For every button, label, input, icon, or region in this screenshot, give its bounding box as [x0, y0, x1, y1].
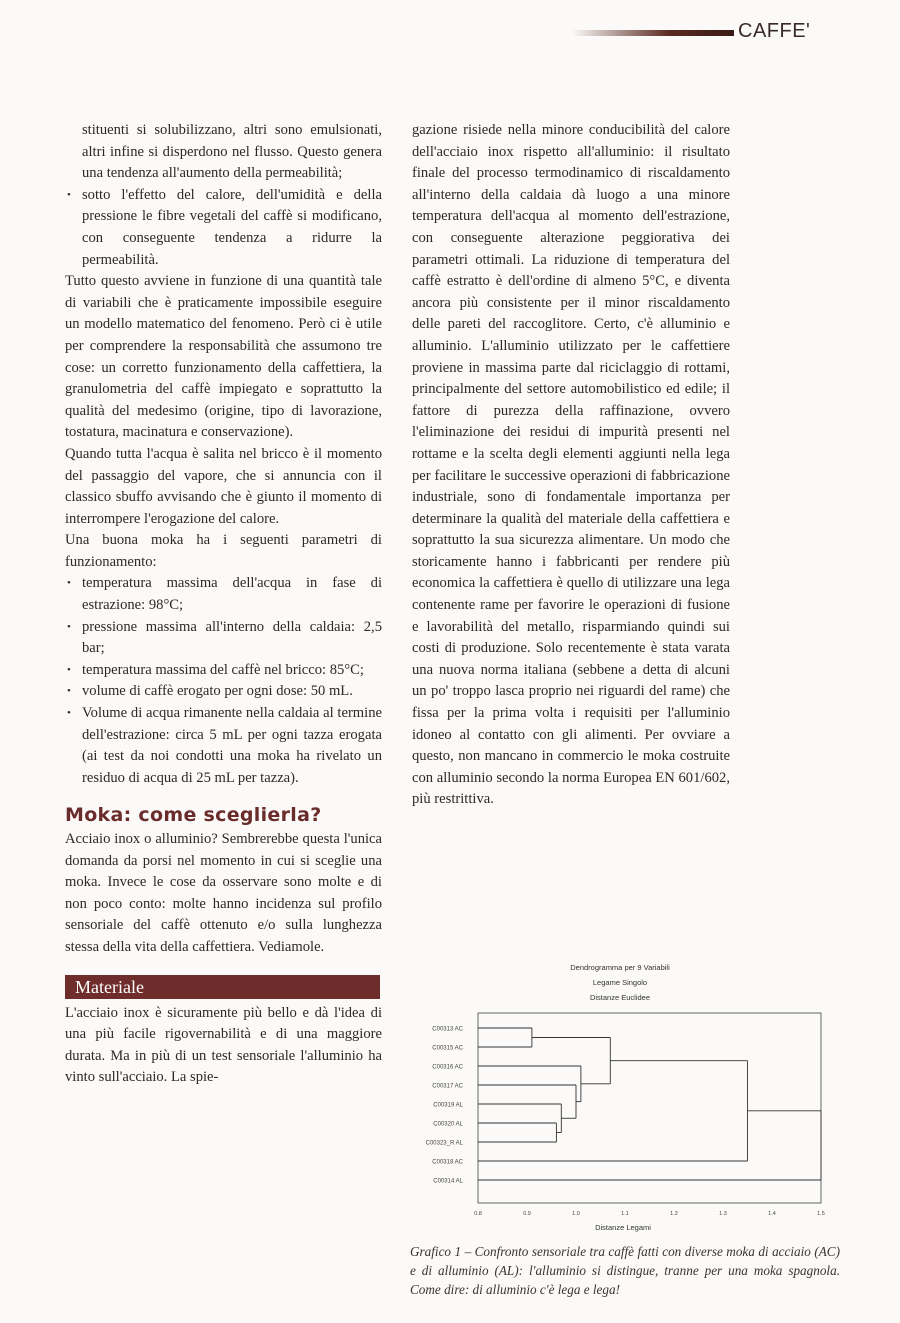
- x-tick-label: 0.9: [523, 1211, 531, 1217]
- param-coffee-temp: • temperatura massima del caffè nel bricco: 85°C;: [65, 660, 382, 682]
- x-tick-label: 1.1: [621, 1211, 629, 1217]
- param-residual-water: • Volume di acqua rimanente nella caldaia al termine dell'estrazione: circa 5 mL per ogni tazza erogata (ai test da noi condotti una moka ha rivelato un residuo di acqua di 25 mL per tazza).: [65, 703, 382, 789]
- bullet-heat: • sotto l'effetto del calore, dell'umidità e della pressione le fibre vegetali del caffè si modificano, con conseguente tendenza a ridurre la permeabilità.: [65, 185, 382, 271]
- dendrogram-svg: [405, 958, 845, 1238]
- leaf-label: C00318 AC: [432, 1159, 463, 1166]
- x-tick-label: 1.4: [768, 1211, 776, 1217]
- parameters-list: [65, 573, 382, 789]
- section-label: CAFFE': [738, 20, 811, 42]
- chart-caption: Grafico 1 – Confronto sensoriale tra caffè fatti con diverse moka di acciaio (AC) e di alluminio (AL): l'alluminio si distingue, tranne per una moka spagnola. Come dire: di alluminio c'è lega e lega!: [410, 1244, 840, 1297]
- paragraph-moka: Acciaio inox o alluminio? Sembrerebbe questa l'unica domanda da porsi nel momento in cui si sceglie una moka. Invece le cose da osservare sono molte e di non poco conto: molte hanno incidenza sul profilo sensoriale del caffè ottenuto e/o sulla lunghezza stessa della vita della caffettiera. Vediamole.: [65, 831, 382, 955]
- x-tick-label: 0.8: [474, 1211, 482, 1217]
- chart-subtitle-linkage: Legame Singolo: [592, 978, 648, 987]
- paragraph-materiale: L'acciaio inox è sicuramente più bello e dà l'idea di una più facile rigovernabilità e di una maggiore durata. Ma in più di un test sensoriale l'alluminio ha vinto sull'acciaio. La spie-: [65, 1004, 382, 1086]
- leaf-label: C00315 AC: [432, 1045, 463, 1052]
- x-tick-label: 1.5: [817, 1211, 825, 1217]
- left-column: [65, 120, 382, 1089]
- paragraph-steam: Quando tutta l'acqua è salita nel bricco è il momento del passaggio del vapore, che si annuncia con il classico sbuffo avvisando che è giunto il momento di interrompere l'erogazione del calore.: [65, 445, 382, 527]
- chart-subtitle-distance: Distanze Euclidee: [589, 993, 651, 1002]
- chart-title: Dendrogramma per 9 Variabili: [570, 963, 670, 972]
- leaf-label: C00313 AC: [432, 1026, 463, 1033]
- paragraph-conductivity: gazione risiede nella minore conducibilità del calore dell'acciaio inox rispetto all'alluminio: il risultato finale del processo termodinamico di riscaldamento all'interno della caldaia dà luogo a una minore temperatura dell'acqua al momento dell'estrazione, con conseguente alterazione peggiorativa dei parametri ottimali. La riduzione di temperatura del caffè estratto è dell'ordine di almeno 5°C, e diventa ancora più consistente per il minor riscaldamento delle pareti del raccoglitore. Certo, c'è alluminio e alluminio. L'alluminio utilizzato per le caffettiere proviene in massima parte dal riciclaggio di rottami, principalmente del settore automobilistico ed edile; il fattore di purezza della raffinazione, ovvero l'eliminazione dei residui di impurità presenti nel rottame e la scelta degli elementi aggiunti nella lega per facilitare le successive operazioni di fabbricazione industriale, sono di fondamentale importanza per determinare la qualità del materiale della caffettiera e soprattutto la sua sicurezza alimentare. Un modo che storicamente hanno i fabbricanti per rendere più economica la caffettiera è quello di utilizzare una lega contenente rame per favorire le operazioni di fusione e lavorabilità del metallo, risparmiando quindi sui costi di produzione. Solo recentemente è stata varata una nuova norma italiana (sebbene a detta di alcuni un po' troppo lasca proprio nei riguardi del rame) che fissa per la prima volta i requisiti per l'alluminio idoneo al contatto con gli alimenti. Per ovviare a questo, non mancano in commercio le moka costruite con alluminio secondo la norma Europea EN 601/602, più restrittiva.: [412, 122, 730, 808]
- heading-materiale: Materiale: [65, 975, 380, 999]
- intro-continuation: stituenti si solubilizzano, altri sono emulsionati, altri infine si disperdono nel flusso. Questo genera una tendenza all'aumento della permeabilità;: [82, 122, 382, 182]
- leaf-label: C00320 AL: [433, 1121, 463, 1128]
- leaf-label: C00317 AC: [432, 1083, 463, 1090]
- x-tick-label: 1.3: [719, 1211, 727, 1217]
- paragraph-variables: Tutto questo avviene in funzione di una quantità tale di variabili che è praticamente impossibile eseguire un modello matematico del fenomeno. Però ci è utile per comprendere la responsabilità che assumono tre cose: un corretto funzionamento della caffettiera, la granulometria del caffè impiegato e soprattutto la qualità del medesimo (origine, tipo di lavorazione, tostatura, macinatura e conservazione).: [65, 273, 382, 441]
- heat-bullet-list: [65, 185, 382, 271]
- heading-moka: Moka: come sceglierla?: [65, 804, 322, 827]
- leaf-label: C00314 AL: [433, 1178, 463, 1185]
- leaf-label: C00319 AL: [433, 1102, 463, 1109]
- leaf-labels: [426, 1027, 464, 1185]
- dendrogram-chart: [405, 958, 845, 1238]
- x-tick-label: 1.0: [572, 1211, 580, 1217]
- dendrogram-links: [478, 1028, 821, 1180]
- header-decoration-bar: [572, 30, 734, 36]
- leaf-label: C00323_R AL: [425, 1140, 463, 1147]
- x-axis-ticks: [474, 1211, 825, 1217]
- plot-frame: [478, 1013, 821, 1203]
- param-water-temp: • temperatura massima dell'acqua in fase di estrazione: 98°C;: [65, 573, 382, 616]
- leaf-label: C00316 AC: [432, 1064, 463, 1071]
- paragraph-parameters-intro: Una buona moka ha i seguenti parametri di funzionamento:: [65, 532, 382, 570]
- x-tick-label: 1.2: [670, 1211, 678, 1217]
- right-column: [412, 120, 730, 811]
- param-volume: • volume di caffè erogato per ogni dose: 50 mL.: [65, 681, 382, 703]
- x-axis-label: Distanze Legami: [595, 1223, 651, 1232]
- param-pressure: • pressione massima all'interno della caldaia: 2,5 bar;: [65, 617, 382, 660]
